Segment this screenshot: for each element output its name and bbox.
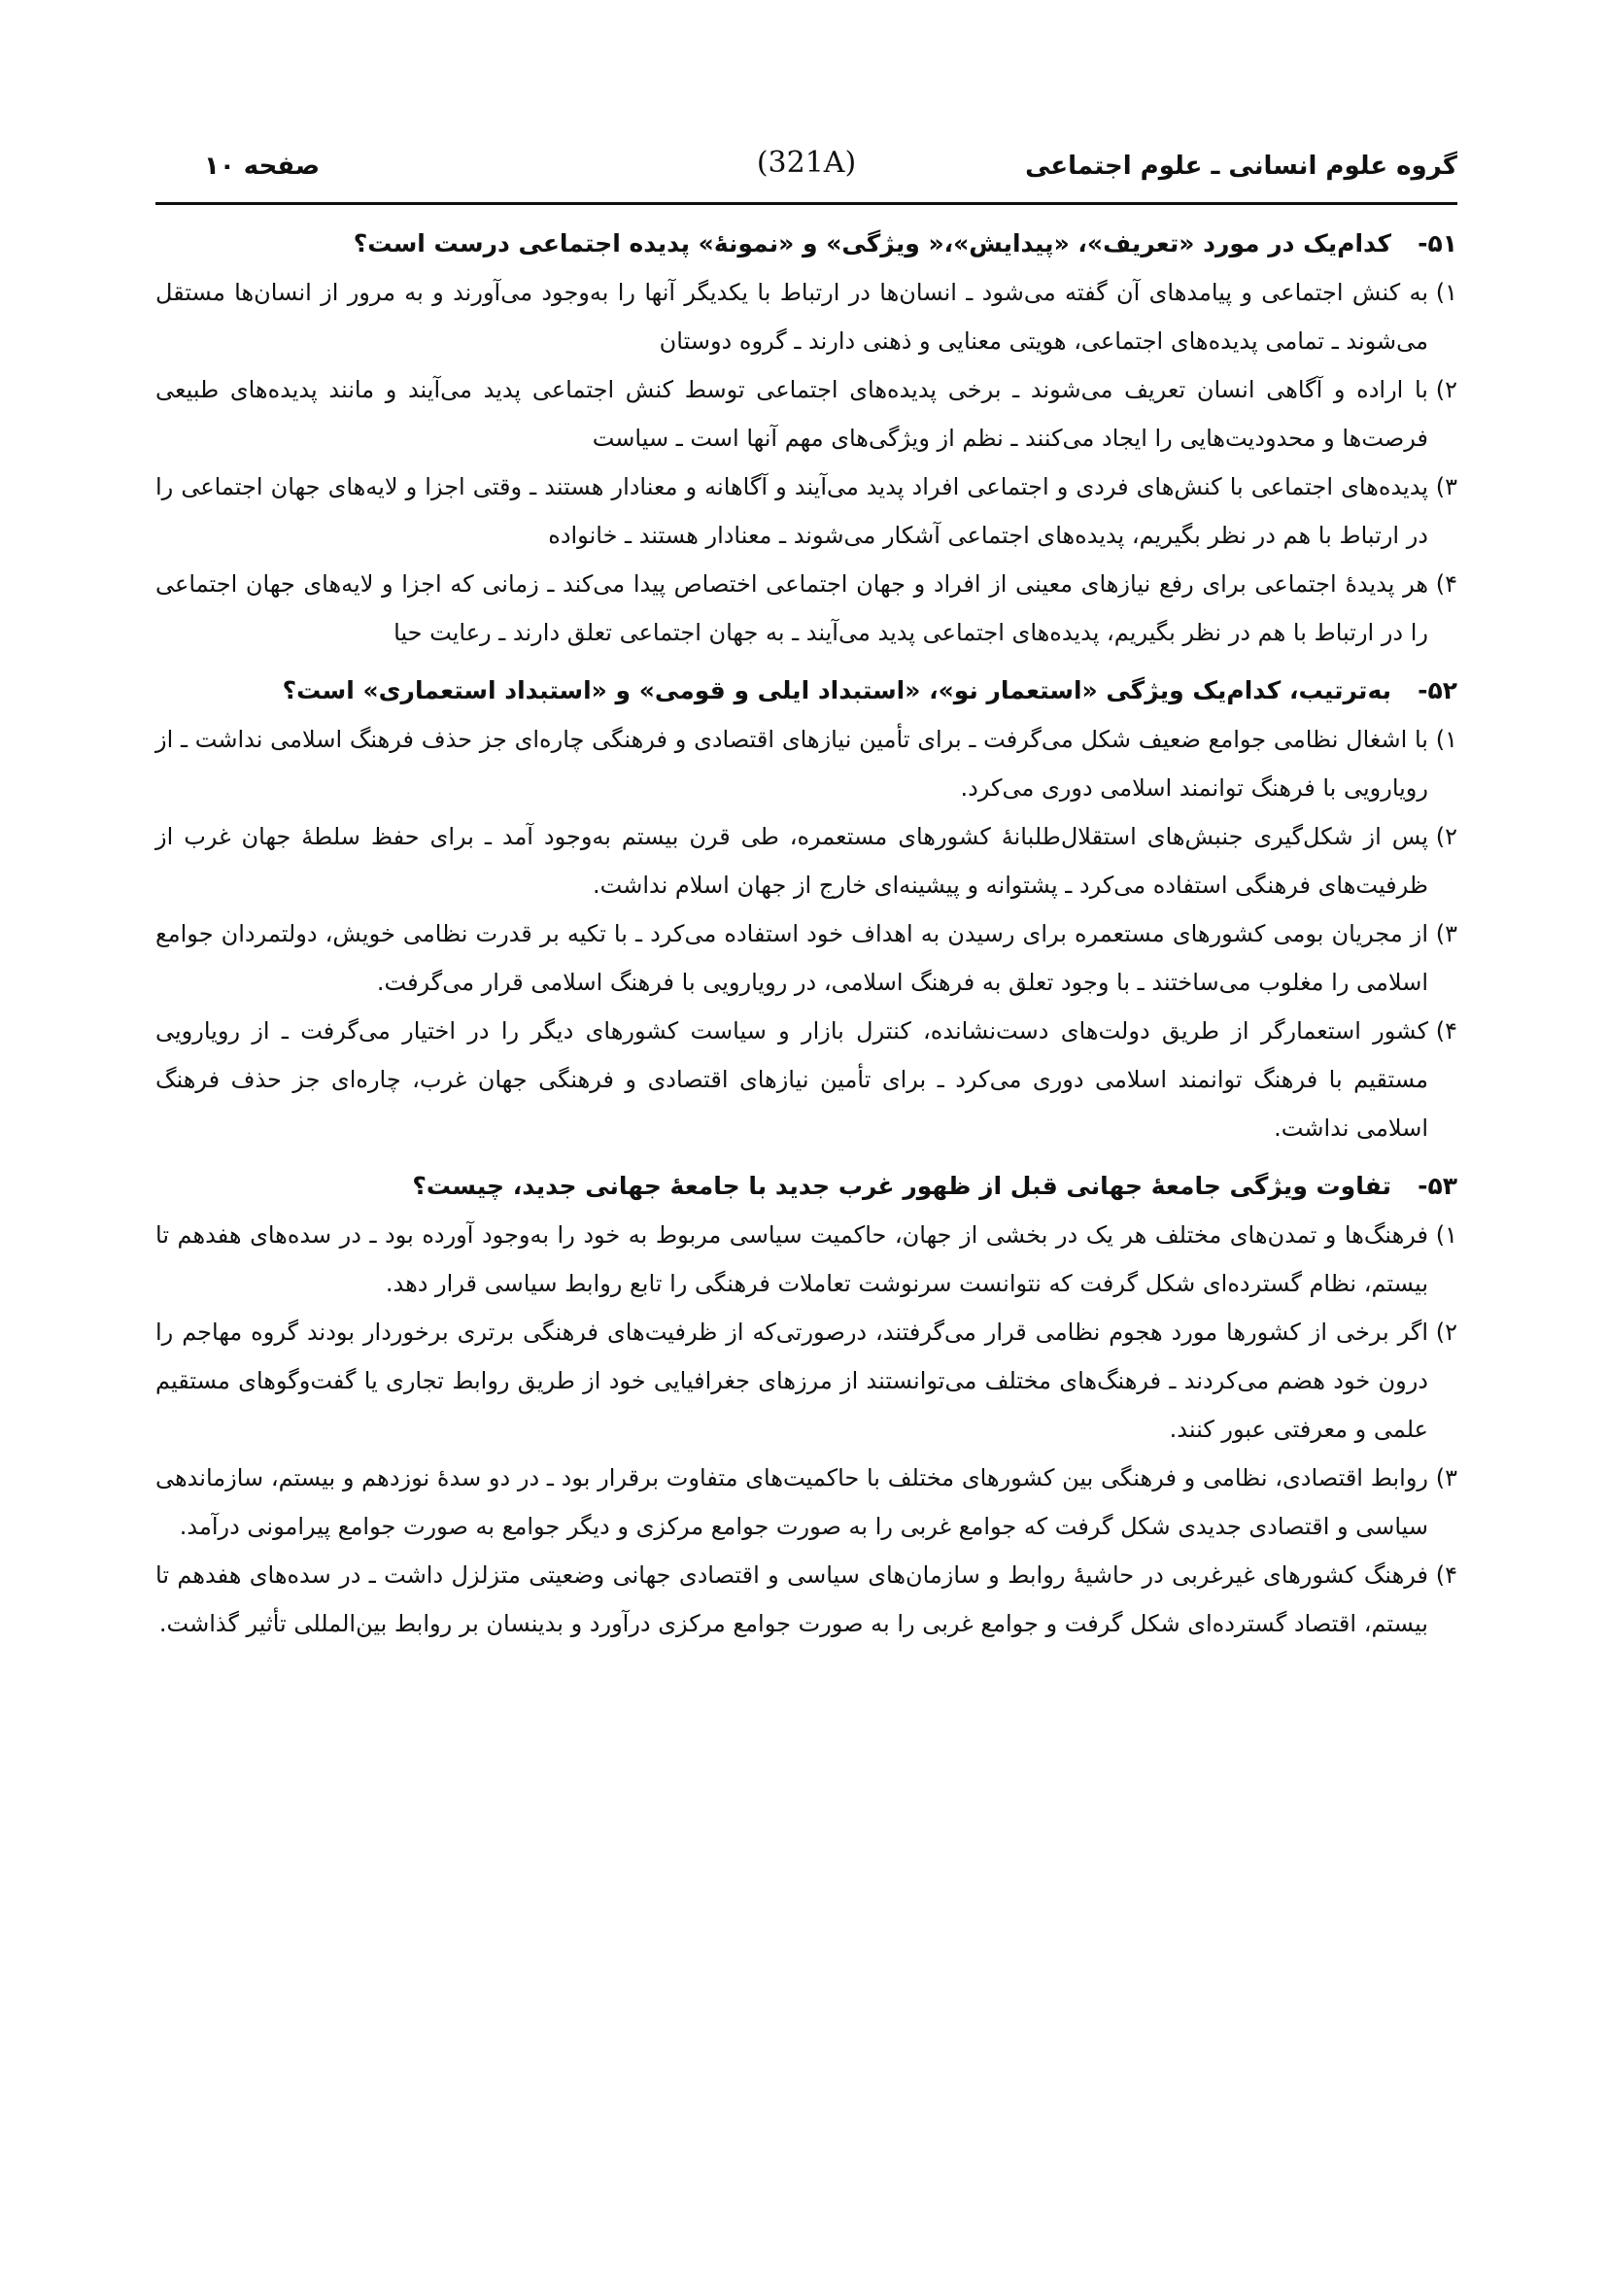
option-1	[155, 1211, 1457, 1308]
question-number: ۵۲-	[1418, 676, 1457, 704]
option-1	[155, 715, 1457, 812]
option-2	[155, 1308, 1457, 1454]
option-number: ۴)	[1435, 1561, 1457, 1589]
option-text: با اراده و آگاهی انسان تعریف می‌شوند ـ برخی پدیده‌های اجتماعی توسط کنش اجتماعی پدید می‌آیند و مانند پدیده‌های طبیعی فرصت‌ها و محدودیت‌هایی را ایجاد می‌کنند ـ نظم از ویژگی‌های مهم آنها است ـ سیاست	[155, 376, 1428, 452]
question-number: ۵۳-	[1418, 1172, 1457, 1200]
option-text: پدیده‌های اجتماعی با کنش‌های فردی و اجتماعی افراد پدید می‌آیند و آگاهانه و معنادار هستند ـ وقتی اجزا و لایه‌های جهان اجتماعی را در ارتباط با هم در نظر بگیریم، پدیده‌های اجتماعی آشکار می‌شوند ـ معنادار هستند ـ خانواده	[155, 473, 1428, 549]
page-number: صفحه ۱۰	[204, 152, 321, 181]
question-text: کدام‌یک در مورد «تعریف»، «پیدایش»،« ویژگی» و «نمونهٔ» پدیده اجتماعی درست است؟	[353, 229, 1391, 257]
header-divider	[155, 202, 1457, 205]
option-number: ۴)	[1435, 1017, 1457, 1045]
option-4	[155, 1007, 1457, 1152]
option-2	[155, 365, 1457, 463]
page-header	[155, 146, 1457, 200]
option-2	[155, 812, 1457, 909]
option-number: ۱)	[1435, 1221, 1457, 1249]
option-3	[155, 463, 1457, 560]
option-text: پس از شکل‌گیری جنبش‌های استقلال‌طلبانهٔ کشورهای مستعمره، طی قرن بیستم به‌وجود آمد ـ برای حفظ سلطهٔ جهان غرب از ظرفیت‌های فرهنگی استفاده می‌کرد ـ پشتوانه و پیشینه‌ای خارج از جهان اسلام نداشت.	[155, 823, 1428, 899]
option-number: ۲)	[1435, 1319, 1457, 1346]
question-51	[155, 220, 1457, 657]
option-text: فرهنگ کشورهای غیرغربی در حاشیهٔ روابط و سازمان‌های سیاسی و اقتصادی جهانی وضعیتی متزلزل داشت ـ در سده‌های هفدهم تا بیستم، اقتصاد گسترده‌ای شکل گرفت و جوامع غربی را به صورت جوامع مرکزی درآورد و بدینسان بر روابط بین‌المللی تأثیر گذاشت.	[155, 1561, 1428, 1637]
option-text: فرهنگ‌ها و تمدن‌های مختلف هر یک در بخشی از جهان، حاکمیت سیاسی مربوط به خود را به‌وجود آورده بود ـ در سده‌های هفدهم تا بیستم، نظام گسترده‌ای شکل گرفت که نتوانست سرنوشت تعاملات فرهنگی را تابع روابط سیاسی قرار دهد.	[155, 1221, 1428, 1297]
option-text: به کنش اجتماعی و پیامدهای آن گفته می‌شود ـ انسان‌ها در ارتباط با یکدیگر آنها را به‌وجود می‌آورند و به مرور از انسان‌ها مستقل می‌شوند ـ تمامی پدیده‌های اجتماعی، هویتی معنایی و ذهنی دارند ـ گروه دوستان	[155, 279, 1428, 355]
option-number: ۴)	[1435, 570, 1457, 598]
option-3	[155, 1454, 1457, 1551]
question-text: تفاوت ویژگی جامعهٔ جهانی قبل از ظهور غرب جدید با جامعهٔ جهانی جدید، چیست؟	[412, 1172, 1391, 1200]
option-number: ۲)	[1435, 823, 1457, 850]
question-header	[155, 220, 1457, 268]
option-3	[155, 909, 1457, 1007]
option-text: هر پدیدهٔ اجتماعی برای رفع نیازهای معینی از افراد و جهان اجتماعی اختصاص پیدا می‌کند ـ زمانی که اجزا و لایه‌های جهان اجتماعی را در ارتباط با هم در نظر بگیریم، پدیده‌های اجتماعی پدید می‌آیند ـ به جهان اجتماعی تعلق دارند ـ رعایت حیا	[155, 570, 1428, 646]
option-4	[155, 560, 1457, 657]
question-53	[155, 1162, 1457, 1648]
option-text: با اشغال نظامی جوامع ضعیف شکل می‌گرفت ـ برای تأمین نیازهای اقتصادی و فرهنگی چاره‌ای جز حذف فرهنگ اسلامی نداشت ـ از رویارویی با فرهنگ توانمند اسلامی دوری می‌کرد.	[155, 726, 1428, 802]
option-text: کشور استعمارگر از طریق دولت‌های دست‌نشانده، کنترل بازار و سیاست کشورهای دیگر را در اختیار می‌گرفت ـ از رویارویی مستقیم با فرهنگ توانمند اسلامی دوری می‌کرد ـ برای تأمین نیازهای اقتصادی و فرهنگی جهان غرب، چاره‌ای جز حذف فرهنگ اسلامی نداشت.	[155, 1017, 1428, 1142]
questions-container	[155, 220, 1457, 1658]
option-number: ۱)	[1435, 279, 1457, 306]
option-number: ۳)	[1435, 1464, 1457, 1491]
exam-code: (321A)	[756, 146, 857, 180]
question-header	[155, 1162, 1457, 1211]
option-text: روابط اقتصادی، نظامی و فرهنگی بین کشورهای مختلف با حاکمیت‌های متفاوت برقرار بود ـ در دو سدهٔ نوزدهم و بیستم، سازماندهی سیاسی و اقتصادی جدیدی شکل گرفت که جوامع غربی را به صورت جوامع مرکزی و دیگر جوامع به صورت جوامع پیرامونی درآمد.	[155, 1464, 1428, 1540]
question-text: به‌ترتیب، کدام‌یک ویژگی «استعمار نو»، «استبداد ایلی و قومی» و «استبداد استعماری» است؟	[282, 676, 1391, 704]
section-title: گروه علوم انسانی ـ علوم اجتماعی	[1025, 152, 1457, 181]
question-number: ۵۱-	[1418, 229, 1457, 257]
question-header	[155, 667, 1457, 715]
option-number: ۳)	[1435, 920, 1457, 947]
option-number: ۲)	[1435, 376, 1457, 403]
question-52	[155, 667, 1457, 1152]
option-text: از مجریان بومی کشورهای مستعمره برای رسیدن به اهداف خود استفاده می‌کرد ـ با تکیه بر قدرت نظامی خویش، دولتمردان جوامع اسلامی را مغلوب می‌ساختند ـ با وجود تعلق به فرهنگ اسلامی، در رویارویی با فرهنگ اسلامی قرار می‌گرفت.	[155, 920, 1428, 996]
option-4	[155, 1551, 1457, 1648]
option-text: اگر برخی از کشورها مورد هجوم نظامی قرار می‌گرفتند، درصورتی‌که از ظرفیت‌های فرهنگی برتری برخوردار بودند گروه مهاجم را درون خود هضم می‌کردند ـ فرهنگ‌های مختلف می‌توانستند از مرزهای جغرافیایی خود از طریق روابط تجاری یا گفت‌وگوهای مستقیم علمی و معرفتی عبور کنند.	[155, 1319, 1428, 1443]
option-number: ۱)	[1435, 726, 1457, 753]
option-number: ۳)	[1435, 473, 1457, 500]
option-1	[155, 268, 1457, 365]
